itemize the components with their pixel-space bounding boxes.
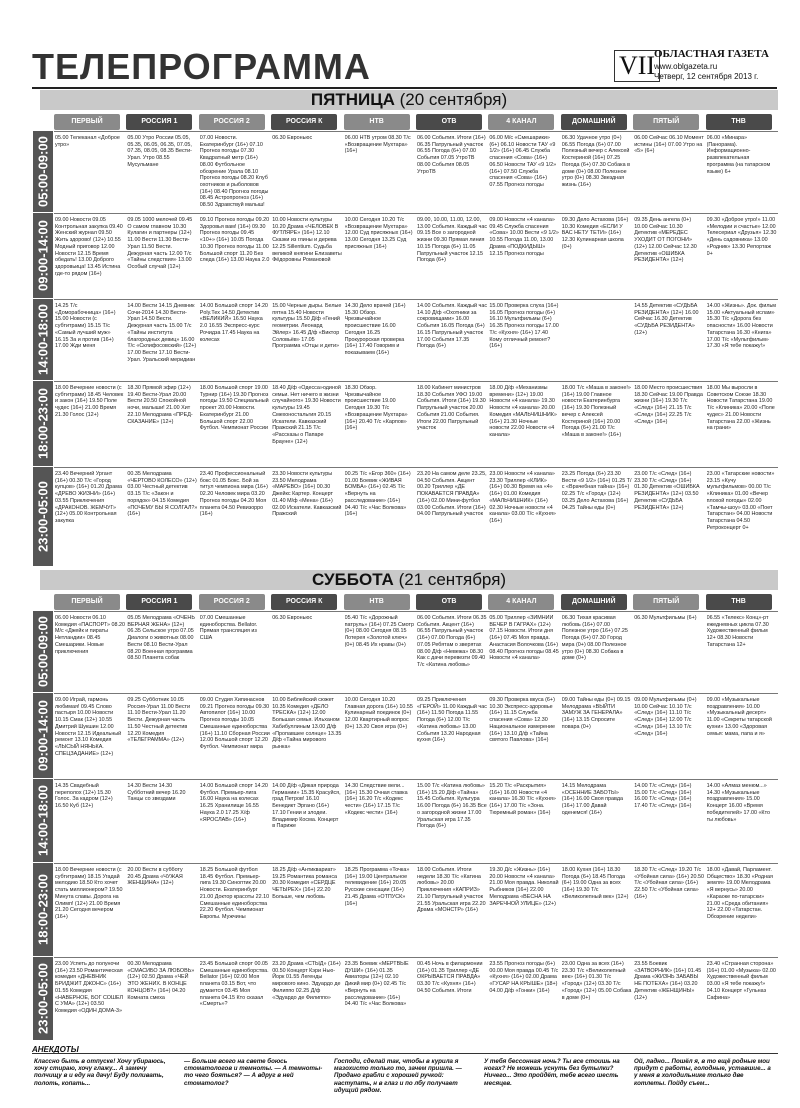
program-listing: 09.35 День ангела (0+) 10.00 Сейчас 10.30 Детектив «МЕРЕДЕС УХОДИТ ОТ ПОГОНИ» (12+) 12.00 Сейчас 12.30 Детектив «ОШИБКА РЕЗИДЕНТА» (12+) — [634, 217, 697, 264]
program-listing: 09.25 Приключения «ГЕРОЙ» 11.00 Каждый час (16+) 11.50 Погода 11.55 Погода (6+) 12.00 Т/с «Катина любовь» 13.00 События 13.20 Народная кухня (16+) — [417, 697, 487, 744]
program-listing: 14.00 «Алмаз менюм...» 14.30 «Музыкальные поздравления» 15.00 Концерт 16.00 «Время победителей» 17.00 «Кто ты любовь» — [706, 783, 770, 823]
program-listing: 18.30 Прямой эфир (12+) 19.40 Вести-Урал 20.00 Вести 20.50 Спокойной ночи, малыши! 21.00 Хит 22.10 Мелодрама «ПРЕД-СКАЗАНИЕ» (12+) — [127, 385, 193, 425]
program-listing: 23.40 Вечерний Ургант (16+) 00.30 Т/с «Город купцов» (16+) 01.20 Драма «ДРЕВО ЖИЗНИ» (16+) 03.55 Приключения «ДРАКОНОВ. ЖЕМЧУГ» (12+) 05.00 Контрольная закупка — [55, 471, 122, 524]
program-listing: 07.00 Смешанные единоборства. Bellator. Прямая трансляция из США — [199, 615, 258, 642]
program-listing: 18.00 Вечерние новости (с субтитрами) 18.45 Человек и закон (16+) 19.50 Поле чудес (16+) 21.00 Время 21.30 Голос (12+) — [55, 385, 124, 418]
publication-site: www.oblgazeta.ru — [654, 62, 718, 71]
channel-logo: РОССИЯ К — [271, 114, 337, 130]
program-listing: 00.45 Ночь в филармонии (16+) 01.35 Триллер «ДЕ ОКРЫВАЕТСЯ ПРАВДА» 03.30 Т/с «Кухня» (16+) 04.50 События. Итоги — [417, 961, 483, 994]
schedule-grid — [54, 611, 778, 1041]
program-listing: 06.00 Новости 06.10 Комедия «ПАСПОРТ» 08.20 М/с «Джейк и пираты Нетландии» 08.45 Смешарики. Новые приключения — [55, 615, 125, 655]
program-listing: 14.00 Вести 14.15 Дневник Сочи-2014 14.30 Вести-Урал 14.50 Вести. Дежурная часть 15.00 Т/с «Тайны института благородных девиц» 16.00 Т/с «Склифосовский» (12+) 17.00 Вести 17.10 Вести-Урал. Уральский меридиан — [127, 303, 197, 363]
program-listing: 14.30 Следствие вели... (16+) 15.30 Очная ставка (16+) 16.20 Т/с «Кодекс чести» (16+) 17.15 Т/с «Кодекс чести» (16+) — [344, 783, 408, 816]
program-listing: 23.30 Новости культуры 23.50 Мелодрама «МАРЕВО» (16+) 00.30 Джейкс Картер. Концерт 01.40 М/ф «Мена» (16+) 02.00 Искатели. Кавказский Пражский — [272, 471, 342, 518]
program-listing: 15.00 Черные дыры. Белые пятна 15.40 Новости культуры 15.50 Д/ф «Гений геометрии. Леонард Эйлер» 16.45 Д/ф «Виктор Соловьёв» 17.05 Программа «Отцы и дети» — [272, 303, 342, 350]
program-listing: 00.25 Т/с «Егор 360» (16+) 01.00 Боевик «ЖИВАЯ БОМБА» (16+) 02.45 Т/с «Вернуть на расследование» (16+) 04.40 Т/с «Час Волкова» (16+) — [344, 471, 411, 518]
channel-logos — [54, 594, 778, 610]
program-listing: 23.25 Погода (6+) 23.30 Вести «9 1/2» (16+) 01.25 Т/с «Врачебная тайна» (16+) 02.25 Т/с «Город» (12+) 03.25 Дело Астахова (16+) 04.25 Тайны еды (0+) — [561, 471, 632, 511]
program-listing: 09.00, 10.00, 11.00, 12.00, 13.00 События. Каждый час 09.15 Все о загородной жизни 09.30 Прямая линия 10.15 Погода (6+) 11.05 Патрульный участок 12.15 Погода (6+) — [417, 217, 487, 264]
program-listing: 10.00 Новости культуры 10.20 Драма «ЧЕЛОВЕК В ФУТЛЯРЕ» (16+) 12.10 Сказки из глины и дерева 12.25 Sillentium. Судьба великой княгини Елизаветы Фёдоровны Романовой — [272, 217, 342, 264]
joke: Ой, ладно... Пошёл я, в то ещё родные мои придут с работы, голодные, уставшие... а у меня в холодильнике только две котлеты. Пойду съем... — [634, 1058, 771, 1087]
time-slot-row — [54, 863, 778, 957]
program-listing: 06.00 М/с «Смешарики» (6+) 06.10 Новости ТАУ «9 1/2» (16+) 06.45 Служба спасения «Сова» (16+) 06.50 Новости ТАУ «9 1/2» (16+) 07.50 Служба спасения «Сова» (16+) 07.55 Прогноз погоды — [489, 135, 557, 188]
publication-name: ОБЛАСТНАЯ ГАЗЕТА — [654, 48, 769, 60]
time-slot-row — [54, 957, 778, 1041]
program-listing: 18.25 Программа «Точка» (16+) 19.00 Центральное телевидение (16+) 20.05 Русские сенсации (16+) 21.45 Драма «ОТПУСК» (16+) — [344, 867, 410, 907]
program-listing: 23.00 Т/с «След» (16+) 23.30 Т/с «След» (16+) 01.30 Детектив «ОШИБКА РЕЗИДЕНТА» (12+) 03.50 Детектив «СУДЬБА РЕЗИДЕНТА» (12+) — [634, 471, 700, 511]
program-listing: 06.30 Мультфильмы (6+) — [634, 615, 697, 621]
day-name: СУББОТА — [311, 570, 394, 589]
program-listing: 14.00 Т/с «След» (16+) 15.00 Т/с «След» (16+) 16.00 Т/с «След» (16+) 17.40 Т/с «След» (16+) — [634, 783, 692, 810]
program-listing: 18.25 Д/ф «Антиквариат» 19.25 Романтика романса 20.30 Комедия «СЕРДЦЕ ЧЕТЫРЕХ» (16+) 22.20 Больше, чем любовь — [272, 867, 338, 900]
program-listing: 18.00 Д/ф «Механизмы времени» (12+) 19.00 Новости «4 канала» 19.30 Новости «4 канала» 20.00 Комедия «МАЛЬЧИШНИК» (16+) 21.30 Ночные новости 22.00 Новости «4 канала» — [489, 385, 557, 438]
time-slot-label: 23:00-05:00 — [33, 467, 53, 567]
joke: — Больше всего на свете боюсь стоматологов и темноты. — А темноты-то чего бояться? — А вдруг в ней стоматолог? — [184, 1058, 323, 1087]
channel-logo: НТВ — [344, 594, 410, 610]
time-slot-row — [54, 213, 778, 299]
program-listing: 23.35 Боевик «МЕРТВЫЕ ДУШИ» (16+) 01.35 Авиаторы (12+) 02.10 Дикий мир (0+) 02.45 Т/с «Вернуть на расследование» (16+) 04.40 Т/с «Час Волкова» — [344, 961, 409, 1008]
program-listing: 06.30 Евроньюс — [272, 135, 313, 141]
channel-logo: ТНВ — [706, 114, 772, 130]
program-listing: 06.00 События. Итоги 06.35 События. Акцент (16+) 06.55 Патрульный участок (16+) 07.00 Погода (6+) 07.05 Ребятам о зверятах 08.00 Д/ф «Невежа» 08.30 Как с дачи перевезти 09.40 Т/с «Катина любовь» — [417, 615, 487, 668]
program-listing: 10.00 Библейский сюжет 10.35 Комедия «ДЕЛО ТРЕСКА» (12+) 12.00 Большая семья. Ильханом Хабибуллиным 13.00 Д/ф «Пропавшее солнце» 13.35 Д/ф «Тайна мирового рынка» — [272, 697, 342, 750]
day-header-fri — [40, 90, 778, 110]
time-slot-label: 14:00-18:00 — [33, 299, 53, 381]
program-listing: 14.00 Д/ф «Дикая природа Германии» 15.35 Красуйся, град Петров! 16.10 Бенедикт Эргано (16+) 17.10 Гении и злодеи. Владимир Косма. Концерт в Париже — [272, 783, 341, 830]
program-listing: 14.15 Мелодрама «ОСЕННИЕ ЗАБОТЫ» (16+) 16.00 Своя правда (16+) 17.00 Давай оденемся! (16+) — [561, 783, 623, 816]
time-slot-label: 14:00-18:00 — [33, 779, 53, 863]
channel-logo: ПЯТЫЙ — [633, 594, 699, 610]
channel-logo: 4 КАНАЛ — [488, 594, 554, 610]
program-listing: 09.00 Новости «4 канала» 09.45 Служба спасения «Сова» 10.00 Вести «9 1/2» 10.55 Погода 11.00, 13.00 Драма «ПОДКИДЫШ» 12.15 Прогноз погоды — [489, 217, 559, 257]
joke: У тебя бессонная ночь? Ты все стоишь на ногах? Не можешь уснуть без бутылки? Ничего... Это пройдёт, тебе всего шесть месяцев. — [484, 1058, 620, 1087]
program-listing — [562, 303, 632, 380]
channel-logos — [54, 114, 778, 130]
program-listing: 23.55 Прогноз погоды (6+) 00.00 Моя правда 00.45 Т/с «Кухня» (16+) 02.00 Драма «ГУСАР НА КРЫШЕ» (18+) 04.00 Д/ф «Гонки» (16+) — [489, 961, 559, 994]
program-listing: 06.00 События. Итоги (16+) 06.35 Патрульный участок 06.55 Погода (6+) 07.00 События 07.05 УтроТВ 08.00 События 08.05 УтроТВ — [417, 135, 486, 175]
program-listing: 18.00 Кабинет министров 18.30 События УФО 19.00 События. Итоги (16+) 19.30 Патрульный участок 20.00 События 21.00 События. Итоги 22.00 Патрульный участок — [417, 385, 486, 432]
channel-logo: ДОМАШНИЙ — [561, 594, 627, 610]
channel-logo: ДОМАШНИЙ — [561, 114, 627, 130]
program-listing: 23.20 На самом деле 23.25, 04.50 События. Акцент 00.20 Триллер «ДЕ ПОКАВАЕТСЯ ПРАВДА» (16+) 02.00 Мини-футбол 03.00 События. Итоги (16+) 04.00 Патрульный участок — [417, 471, 487, 518]
program-listing: 23.00 Новости «4 канала» 23.30 Триллер «КЛИК» (16+) 00.30 Время на «4» (16+) 01.00 Комедия «МАЛЬЧИШНИК» (16+) 02.30 Ночные новости «4 канала» 03.00 Т/с «Кухня» (16+) — [489, 471, 556, 524]
program-listing: 09.00 Играй, гармонь любимая! 09.45 Слово пастыря 10.00 Новости 10.15 Смак (12+) 10.55 Дмитрий Шукшин 12.00 Новости 12.15 Идеальный ремонт 13.10 Комедия «ЛЫСЫЙ НЯНЬКА. СПЕЦЗАДАНИЕ» (12+) — [55, 697, 122, 757]
program-listing: 23.45 Большой спорт 00.05 Смешанные единоборства. Bellator (16+) 02.00 Моя планета 03.15 Вот, что думается 03.45 Моя планета 04.15 Кто сказал «Смерть»? — [199, 961, 269, 1008]
program-listing: 06.30 Тихая красивая любовь (16+) 07.00 Полезное утро (16+) 07.25 Погода (6+) 07.30 Город мира (0+) 08.00 Полезное утро (0+) 08.30 Собака в доме (0+) — [561, 615, 628, 662]
program-listing: 14.00 «Жизнь». Док. фильм 15.00 «Актуальный ислам» 15.30 Т/с «Дорога без опасности» 16.00 Новости Татарстана 16.30 «Книга» 17.00 Т/с «Мультфильм» 17.30 «Я тебе покажу!» — [706, 303, 776, 350]
program-listing: 18.00 Место происшествия 18.30 Сейчас 19.00 Правда жизни (16+) 19.30 Т/с «След» (16+) 21.15 Т/с «След» (16+) 22.25 Т/с «След» (16+) — [634, 385, 703, 425]
program-listing: 05.00 Триллер «ЗИМНИЙ ВЕЧЕР В ГАГРАХ» (12+) 07.15 Новости. Итоги дня (16+) 07.45 Моя правда. Анастасия Волочкова (16+) 08.40 Прогноз погоды 08.45 Новости «4 канала» — [489, 615, 559, 662]
program-listing: 23.40 «Странная сторона» (16+) 01.00 «Музыка» 02.00 Художественный фильм 03.00 «Я тебе покажу!» 04.10 Концерт «Гульназ Сафина» — [706, 961, 776, 1001]
program-listing: 14.00 Большой спорт 14.20 Футбол. Премьер-лига 16.00 Наука на колесах 16.25 Хранилище 16.55 Наука 2.0 17.25 Х/ф «ЯРОСЛАВ» (16+) — [199, 783, 268, 823]
program-listing: 23.55 Боевик «ЗАТВОРНИК» (16+) 01.45 Драма «ЖИЗНЬ ЗАБАВЫ НЕ ПОТЕХА» (16+) 03.20 Детектив «ЖЕНЩИНЫ» (12+) — [634, 961, 702, 1001]
program-listing: 18.00 Мы выросли в Советском Союзе 18.30 Новости Татарстана 19.00 Т/с «Клиника» 20.00 «Поле чудес» 21.00 Новости Татарстана 22.00 «Жизнь на грани» — [706, 385, 775, 432]
channel-logo: ПЕРВЫЙ — [54, 594, 120, 610]
time-slot-label: 23:00-05:00 — [33, 957, 53, 1041]
program-listing: 00.35 Мелодрама «ЧЕРТОВО КОЛЕСО» (12+) 03.00 Честный детектив 03.15 Т/с «Закон и порядок» 04.15 Комедия «ПОЧЕМУ БЫ Я СОЛГАЛ?» (16+) — [127, 471, 198, 518]
time-column — [33, 131, 53, 567]
time-slot-row — [54, 299, 778, 381]
page-title: ТЕЛЕПРОГРАММА — [32, 46, 371, 87]
program-listing: 15.00 Проверка слуха (16+) 16.05 Прогноз погоды (6+) 16.10 Мультфильмы (6+) 16.35 Прогноз погоды 17.00 Т/с «Кухня» (16+) 17.40 Кому отличный ремонт? (16+) — [489, 303, 559, 350]
masthead — [32, 44, 777, 89]
program-listing: 18.30 Обзор. Чрезвычайное происшествие 19.00 Сегодня 19.30 Т/с «Возвращение Мухтара» (16+) 20.40 Т/с «Карпов» (16+) — [344, 385, 408, 432]
channel-logo: ПЯТЫЙ — [633, 114, 699, 130]
program-listing: 09.30 Дело Астахова (16+) 10.30 Комедия «ЕСЛИ У ВАС НЕТУ ТЕТИ» (16+) 12.30 Кулинарная школа (0+) — [561, 217, 629, 250]
program-listing: 19.30 Д/с «Жизнь» (16+) 20.00 Новости «4 канала» 21.00 Моя правда. Николай Рыбников (16+) 22.00 Мелодрама «ВЕСНА НА ЗАРЕЧНОЙ УЛИЦЕ» (12+) — [489, 867, 559, 907]
program-listing: 14.00 События. Каждый час 14.10 Д/ф «Охотники за сокровищами» 16.00 События 16.05 Погода (6+) 16.15 Патрульный участок 17.00 События 17.35 Погода (6+) — [417, 303, 487, 350]
program-listing: 09.05 1000 мелочей 09.45 О самом главном 10.30 Кулагин и партнеры (12+) 11.00 Вести 11.30 Вести-Урал 11.50 Вести. Дежурная часть 12.00 Т/с «Тайны следствия» 13.00 Особый случай (12+) — [127, 217, 193, 270]
program-listing: 09.00 Мультфильмы (0+) 10.00 Сейчас 10.10 Т/с «След» (16+) 11.10 Т/с «След» (16+) 12.00 Т/с «След» (16+) 13.10 Т/с «След» (16+) — [634, 697, 697, 737]
program-listing: 06.30 Удачное утро (0+) 06.55 Погода (6+) 07.00 Полезный вечер с Алексей Костериной (16+) 07.25 Погода (6+) 07.30 Собака в доме (0+) 08.00 Полезное утро (0+) 08.30 Звездная жизнь (16+) — [561, 135, 630, 188]
program-listing: 18.00 События. Итоги недели 18.30 Т/с «Катина любовь» 20.00 Приключения «КАПРИЗ» 21.10 Патрульный участок 21.55 Уральская игра 22.20 Драма «МОНСТР» (16+) — [417, 867, 486, 914]
program-listing: 09.30 «Доброе утро!» 11.00 «Мелодии и счастье» 12.00 Телесериал «Друзья» 12.30 «День садовника» 13.00 «Родник» 13.30 Репортаж 0+ — [706, 217, 777, 257]
time-column — [33, 611, 53, 1041]
program-listing: 14.35 Свадебный переполох (12+) 15.30 Голос. За кадром (12+) 16.50 Куб (12+) — [55, 783, 113, 810]
time-slot-label: 05:00-09:00 — [33, 131, 53, 213]
page-number: VII — [614, 50, 660, 82]
program-listing: 18.00 Большой спорт 19.00 Турнир (16+) 19.30 Прогноз погоды 19.50 Специальный проект 20.00 Новости. Екатеринбург 21.00 Большой спорт 22.00 Футбол. Чемпионат России — [199, 385, 269, 432]
program-listing: 09.10 Прогноз погоды 09.20 Здоровья вам! (16+) 09.30 Прогноз погоды 09.45 «10+» (16+) 10.05 Погода 10.30 Прогноз погоды 11.00 Большой спорт 11.20 Без следа (16+) 13.00 Наука 2.0 — [199, 217, 270, 264]
day-header-sat — [40, 570, 778, 590]
channel-logo: НТВ — [344, 114, 410, 130]
time-slot-row — [54, 381, 778, 467]
program-listing: 10.00 Сегодня 10.20 Т/с «Возвращение Мухтара» 12.00 Суд присяжных (16+) 13.00 Сегодня 13.25 Суд присяжных (16+) — [344, 217, 413, 250]
program-listing: 15.00 Т/с «Катина любовь» (16+) 15.20 Д/ф «Тайна» 15.45 События. Культура 16.00 Погода (6+) 16.35 Все о загородной жизни 17.00 Уральская игра 17.35 Погода (6+) — [417, 783, 487, 830]
program-listing: 20.00 Вести в субботу 20.45 Драма «ЧУЖАЯ ЖЕНЩИНА» (12+) — [127, 867, 183, 887]
channel-logo: РОССИЯ 2 — [199, 114, 265, 130]
channel-logo: ТНВ — [706, 594, 772, 610]
program-listing: 06.55 «Телекс» Конц»-рт ежедневных цикла 07.30 Художественный фильм 12+ 08.30 Новости Татарстана 12+ — [706, 615, 769, 648]
program-listing: 09.30 Проверка вкуса (6+) 10.30 Экспресс-здоровье (16+) 11.15 Служба спасения «Сова» 12.30 Национальное измерение (16+) 13.10 Д/ф «Тайна святого Павлова» (16+) — [489, 697, 555, 744]
time-slot-label: 18:00-23:00 — [33, 381, 53, 467]
program-listing: 00.30 Мелодрама «СМАСИБО ЗА ЛЮБОВЬ» (12+) 02.50 Драма «ЧЕЙ ЭТО ЖЕНИХ. В КОНЦЕ КОНЦОВ?» (16+) 04.20 Комната смеха — [127, 961, 195, 1001]
program-listing: 14.00 Большой спорт 14.20 Poly.Тех 14.50 Детектив «ВЕЛИКИЙ» 16.50 Наука 2.0 16.55 Экспресс-курс Рочидза 17.45 Наука на колесах — [199, 303, 268, 343]
channel-logo: РОССИЯ К — [271, 594, 337, 610]
program-listing: 23.00 «Татарские новости» 23.15 «Кучу мультфильмов» 00.00 Т/с «Клиника» 01.00 «Вечер плохой погоды» 02.00 «Тамчы-шоу» 03.00 «Поет Татарстан» 04.00 Новости Татарстана 04.50 Ретроконцерт 0+ — [706, 471, 775, 531]
channel-logo: РОССИЯ 1 — [126, 594, 192, 610]
program-listing: 09.00 Новости 09.05 Контрольная закупка 09.40 Женский журнал 09.50 Жить здорово! (12+) 10.55 Модный приговор 12.00 Новости 12.15 Время обедать! 13.00 Доброго здоровьица! 13.45 Истина где-то рядом (16+) — [55, 217, 123, 277]
program-listing: 05.00 Утро России 05.05, 05.35, 06.05, 06.35, 07.05, 07.35, 08.05, 08.35 Вести-Урал. Утро 08.55 Мусульмане — [127, 135, 192, 168]
issue-date: Четверг, 12 сентября 2013 г. — [654, 72, 759, 81]
program-listing: 09.00 Тайны еды (0+) 09.15 Мелодрама «ВЫЙТИ ЗАМУЖ ЗА ГЕНЕРАЛА» (16+) 13.15 Спросите повара (0+) — [561, 697, 631, 730]
program-listing: 06.00 Сейчас 06.10 Момент истины (16+) 07.00 Утро на «5» (6+) — [634, 135, 704, 155]
day-date: (21 сентября) — [398, 570, 507, 589]
program-listing: 18.00 Кухня (16+) 18.30 Погода (6+) 18.45 Погода (6+) 19.00 Одна за всех (16+) 19.30 Т/с «Великолепный век» (12+) — [561, 867, 629, 900]
joke: Господи, сделай так, чтобы в курила я мазохисто только то, зачем пришла. — Продано грабли с хорошей ручкой: наступать, н в глаз и по лбу получает идущий рядом. — [334, 1058, 462, 1094]
channel-logo: 4 КАНАЛ — [488, 114, 554, 130]
time-slot-row — [54, 467, 778, 567]
program-listing: 14.30 Дело врачей (16+) 15.30 Обзор. Чрезвычайное происшествие 16.00 Сегодня 16.25 Прокурорская проверка (16+) 17.40 Говорим и показываем (16+) — [344, 303, 406, 356]
program-listing: 06.00 «Минара» (Панорама). Информационно-развлекательная программа (на татарском языке) 6+ — [706, 135, 771, 175]
program-listing: 23.20 Драма «СТЫД» (16+) 00.50 Концерт Кэри Нью-Йорк 01.55 Легенды мирового кино. Эдуардо де Филиппо 02.25 Д/ф «Эдуардо де Филиппо» — [272, 961, 341, 1001]
day-date: (20 сентября) — [399, 90, 508, 109]
channel-logo: ПЕРВЫЙ — [54, 114, 120, 130]
program-listing: 18.25 Большой футбол 18.45 Футбол. Премьер-лига 19.30 Синоптик 20.00 Новости. Екатеринбург 21.00 Доктор красоты 22.10 Смешанные единоборства 22.20 Футбол. Чемпионат Европы. Мужчины — [199, 867, 270, 920]
time-slot-row — [54, 611, 778, 693]
program-listing: 09.00 Студия Хипинаснов 09.21 Прогноз погоды 09.30 Автопилот (16+) 10.00 Прогноз погоды 10.05 Смешанные единоборства (16+) 11.10 Сборная России 12.00 Большой спорт 12.20 Футбол. Чемпионат мира — [199, 697, 270, 750]
day-name: ПЯТНИЦА — [310, 90, 395, 109]
time-slot-row — [54, 693, 778, 779]
program-listing: 10.00 Сегодня 10.20 Главная дорога (16+) 10.55 Кулинарный поединок (0+) 12.00 Квартирный вопрос (0+) 13.20 Своя игра (0+) — [344, 697, 413, 730]
program-listing: 05.00 Телеканал «Доброе утро» — [55, 135, 120, 148]
channel-logo: ОТВ — [416, 114, 482, 130]
program-listing: 18.30 Т/с «След» 19.20 Т/с «Убойная сила» (16+) 20.50 Т/с «Убойная сила» (16+) 22.50 Т/с «Убойная сила» (16+) — [634, 867, 705, 900]
program-listing: 18.00 Т/с «Маша в законе!» (16+) 19.00 Главное новости Екатеринбурга (16+) 19.30 Полезный вечер с Алексей Костериной (16+) 20.00 Погода (6+) 21.00 Т/с «Маша в законе!» (16+) — [561, 385, 631, 438]
program-listing: 09.00 «Музыкальные поздравления» 10.00 «Музыкальный десерт» 11.00 «Секреты татарской кухни» 13.00 «Здоровая семья: мама, папа и я» — [706, 697, 772, 737]
schedule-grid — [54, 131, 778, 567]
program-listing: 07.00 Новости. Екатеринбург (16+) 07.10 Прогноз погоды 07.30 Квадратный метр (16+) 08.00 Футбольное обозрение Урала 08.10 Прогноз погоды 08.20 Клуб охотников и рыболовов (16+) 08.40 Прогноз погоды 08.45 Астропрогноз (16+) 08.50 Здравствуй малыш! — [199, 135, 269, 209]
time-slot-label: 05:00-09:00 — [33, 611, 53, 693]
time-slot-label: 09:00-14:00 — [33, 213, 53, 299]
program-listing: 14.25 Т/с «Доморабочница» (16+) 15.00 Новости (с субтитрами) 15.15 Т/с «Самый лучший муж» 16.15 За и против (16+) 17.00 Жди меня — [55, 303, 116, 350]
time-slot-label: 09:00-14:00 — [33, 693, 53, 779]
program-listing: 06.00 НТВ утром 08.30 Т/с «Возвращение Мухтара» (16+) — [344, 135, 411, 155]
program-listing: 18.00 Вечерние новости (с субтитрами) 18.15 Угадай мелодию 18.50 Кто хочет стать миллионером? 19.50 Минута славы. Дорога на Олимп! (12+) 21.00 Время 21.20 Сегодня вечером (16+) — [55, 867, 123, 920]
channel-logo: РОССИЯ 2 — [199, 594, 265, 610]
program-listing: 15.20 Т/с «Раскрытия» (16+) 16.00 Новости «4 канала» 16.30 Т/с «Кухня» (16+) 17.00 Т/с «Зона. Тюремный роман» (16+) — [489, 783, 556, 816]
time-slot-row — [54, 779, 778, 863]
channel-logo: ОТВ — [416, 594, 482, 610]
program-listing: 23.00 Успеть до полуночи (16+) 23.50 Романтическая комедия «ДНЕВНИК БРИДЖИТ ДЖОНС» (16+) 01.55 Комедия «НАВЕРНОЕ, БОГ СОШЕЛ С УМА» (12+) 03.50 Комедия «ОДИН ДОМА-3» — [55, 961, 124, 1014]
jokes-title: АНЕКДОТЫ — [32, 1045, 79, 1054]
program-listing: 05.05 Мелодрама «ОЧЕНЬ ВЕРНАЯ ЖЕНА» (12+) 06.35 Сельское утро 07.05 Диалоги о животных 08.00 Вести 08.10 Вести-Урал 08.20 Военная программа 08.50 Планета собак — [127, 615, 195, 662]
program-listing: 06.30 Евроньюс — [272, 615, 313, 621]
time-slot-row — [54, 131, 778, 213]
program-listing: 05.40 Т/с «Дорожный патруль» (16+) 07.25 Смотр (0+) 08.00 Сегодня 08.15 Лотерея «Золотой ключ» (0+) 08.45 Их нравы (0+) — [344, 615, 414, 648]
program-listing: 09.25 Субботник 10.05 Россия-Урал 11.00 Вести 11.10 Вести-Урал 11.20 Вести. Дежурная часть 11.50 Честный детектив 12.20 Комедия «ТЕЛЕГРАММА» (12+) — [127, 697, 191, 744]
program-listing: 18.00 «Давай, Парламент. Общество» 18.30 «Родная земля» 19.00 Мелодрама «Я вернусь» 20.00 «Караоке по-татарски» 21.00 «Среда обитания» 12+ 22.00 «Татарстан. Обозрение недели» — [706, 867, 773, 920]
joke: Классно быть в отпуске! Хочу убираюсь, хочу стираю, хочу глажу... А замечу полчищу в и еду на дачу! Буду поливать, полоть, копать... — [34, 1058, 166, 1087]
program-listing: 18.40 Д/ф «Одесса»одиной семьи. Нет ничего в жизни случайного» 19.30 Новости культуры 19.45 Смехоностальгия 20.15 Искатели. Кавказский Пражский 21.15 Т/с «Рассказы о Папаре Брауне» (12+) — [272, 385, 341, 445]
jokes-strip — [32, 1053, 778, 1094]
program-listing: 14.30 Вести 14.30 Субботний вечер 16.20 Танцы со звездами — [127, 783, 186, 803]
time-slot-label: 18:00-23:00 — [33, 863, 53, 957]
program-listing: 23.00 Одна за всех (16+) 23.30 Т/с «Великолепный век» (16+) 01.30 Т/с «Город» (12+) 03.30 Т/с «Город» (12+) 05.00 Собака в доме (0+) — [561, 961, 632, 1001]
program-listing: 14.55 Детектив «СУДЬБА РЕЗИДЕНТА» (12+) 16.00 Сейчас 16.30 Детектив «СУДЬБА РЕЗИДЕНТА» (12+) — [634, 303, 699, 336]
channel-logo: РОССИЯ 1 — [126, 114, 192, 130]
program-listing: 23.40 Профессиональный бокс 01.05 Бокс. Бой за титул чемпиона мира (16+) 02.20 Человек мира 03.20 Прогноз погоды 04.20 Моя планета 04.50 Ревизорро (16+) — [199, 471, 268, 518]
